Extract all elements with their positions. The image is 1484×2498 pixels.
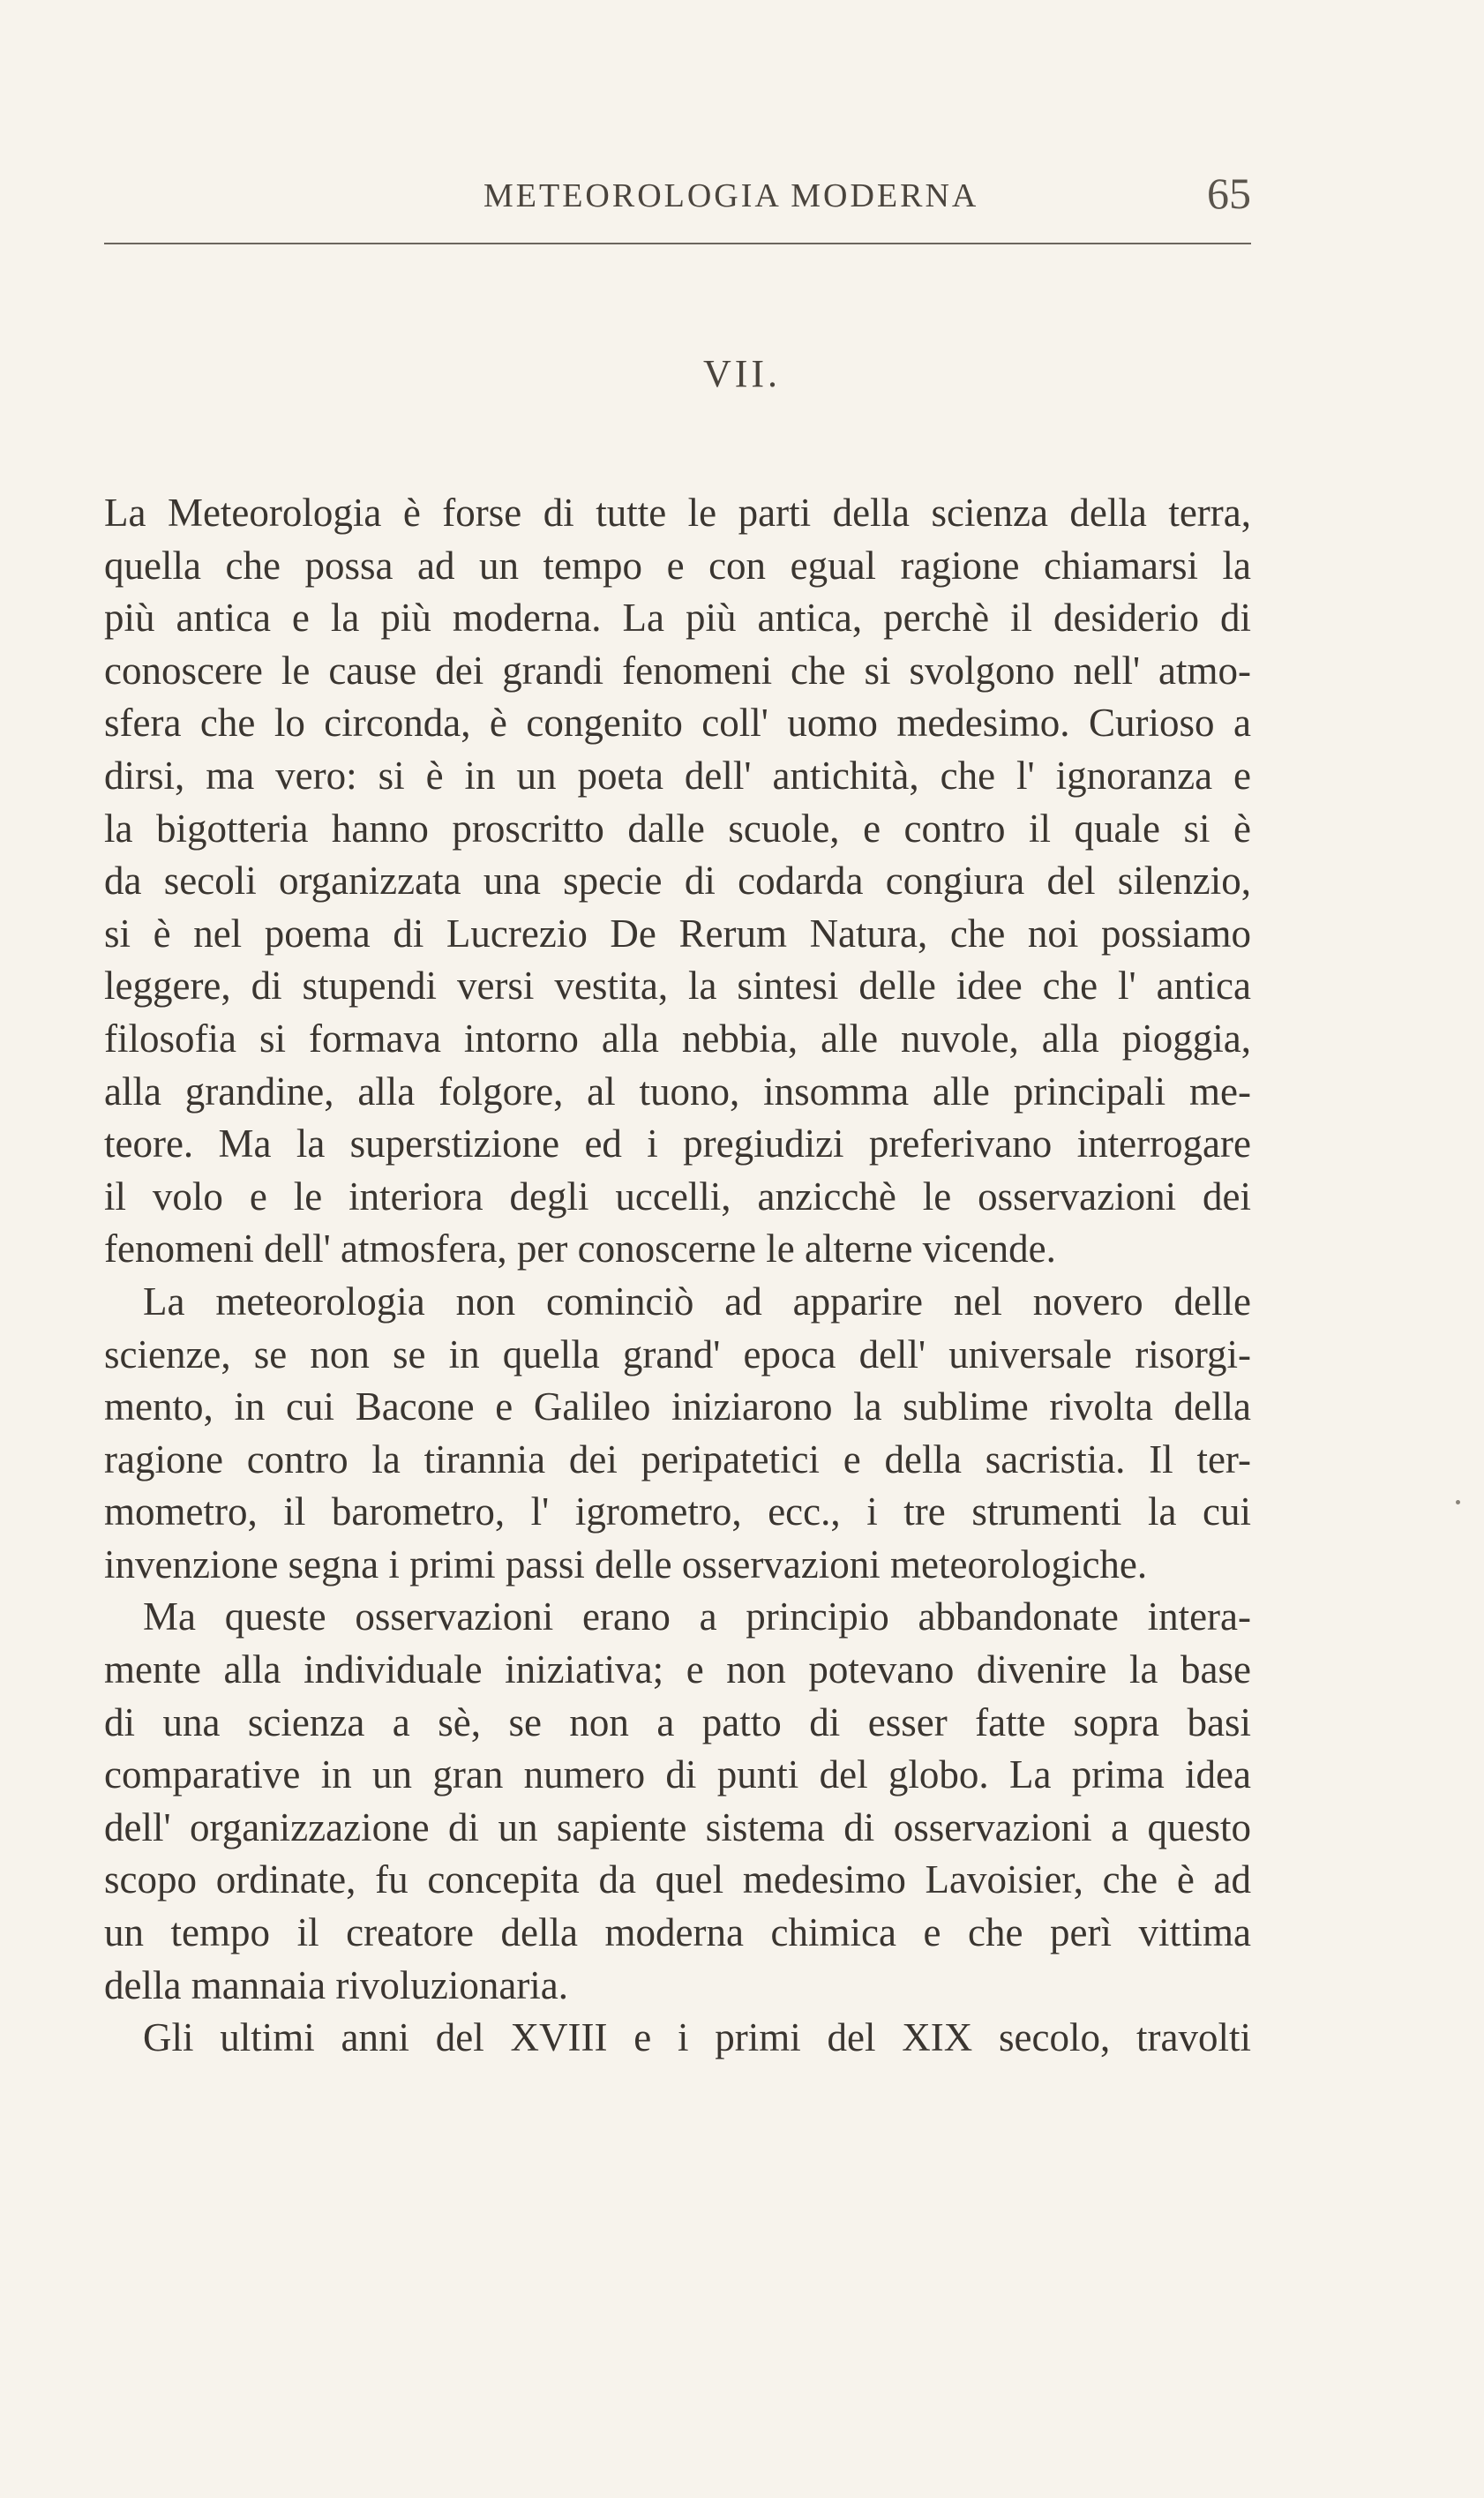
ink-speck <box>1456 1500 1460 1504</box>
text-line: mometro, il barometro, l' igrometro, ecc., i tre strumenti la cui <box>104 1489 1251 1534</box>
text-line: La Meteorologia è forse di tutte le parti della scienza della terra, <box>104 491 1251 535</box>
text-line: fenomeni dell' atmosfera, per conoscerne le alterne vicende. <box>104 1226 1056 1272</box>
text-line: leggere, di stupendi versi vestita, la sintesi delle idee che l' antica <box>104 964 1251 1009</box>
header-rule <box>104 243 1251 244</box>
text-line: teore. Ma la superstizione ed i pregiudizi preferivano interrogare <box>104 1121 1251 1166</box>
text-line: ragione contro la tirannia dei peripatetici e della sacristia. Il ter- <box>104 1437 1251 1482</box>
text-line: il volo e le interiora degli uccelli, anzicchè le osservazioni dei <box>104 1174 1251 1219</box>
text-line: invenzione segna i primi passi delle osservazioni meteorologiche. <box>104 1542 1148 1587</box>
text-line: conoscere le cause dei grandi fenomeni che si svolgono nell' atmo- <box>104 648 1251 693</box>
text-line: La meteorologia non cominciò ad apparire nel novero delle <box>143 1279 1251 1324</box>
text-line: dirsi, ma vero: si è in un poeta dell' antichità, che l' ignoranza e <box>104 753 1251 798</box>
page-header <box>104 157 1251 228</box>
text-line: da secoli organizzata una specie di codarda congiura del silenzio, <box>104 859 1251 904</box>
text-line: mento, in cui Bacone e Galileo iniziarono la sublime rivolta della <box>104 1384 1251 1429</box>
text-line: più antica e la più moderna. La più antica, perchè il desiderio di <box>104 596 1251 641</box>
page-number: 65 <box>1207 169 1251 218</box>
text-line: della mannaia rivoluzionaria. <box>104 1962 569 2007</box>
text-line: quella che possa ad un tempo e con egual ragione chiamarsi la <box>104 543 1251 588</box>
text-line: filosofia si formava intorno alla nebbia, alle nuvole, alla pioggia, <box>104 1016 1251 1061</box>
body-text <box>104 487 1251 2065</box>
text-line: mente alla individuale iniziativa; e non potevano divenire la base <box>104 1647 1251 1692</box>
text-line: sfera che lo circonda, è congenito coll' uomo medesimo. Curioso a <box>104 701 1251 746</box>
text-line: Gli ultimi anni del XVIII e i primi del XIX secolo, travolti <box>143 2015 1251 2060</box>
text-line: di una scienza a sè, se non a patto di esser fatte sopra basi <box>104 1699 1251 1744</box>
text-line: comparative in un gran numero di punti del globo. La prima idea <box>104 1752 1251 1797</box>
text-line: scopo ordinate, fu concepita da quel medesimo Lavoisier, che è ad <box>104 1857 1251 1902</box>
section-number: VII. <box>702 352 782 395</box>
text-line: dell' organizzazione di un sapiente sistema di osservazioni a questo <box>104 1804 1251 1849</box>
text-line: alla grandine, alla folgore, al tuono, insomma alle principali me- <box>104 1069 1251 1114</box>
running-title: METEOROLOGIA MODERNA <box>483 177 979 214</box>
text-line: si è nel poema di Lucrezio De Rerum Natura, che noi possiamo <box>104 911 1251 956</box>
text-line: scienze, se non se in quella grand' epoca dell' universale risorgi- <box>104 1332 1251 1377</box>
text-line: Ma queste osservazioni erano a principio abbandonate intera- <box>143 1594 1251 1639</box>
text-line: un tempo il creatore della moderna chimica e che perì vittima <box>104 1910 1251 1955</box>
text-line: la bigotteria hanno proscritto dalle scuole, e contro il quale si è <box>104 806 1251 851</box>
